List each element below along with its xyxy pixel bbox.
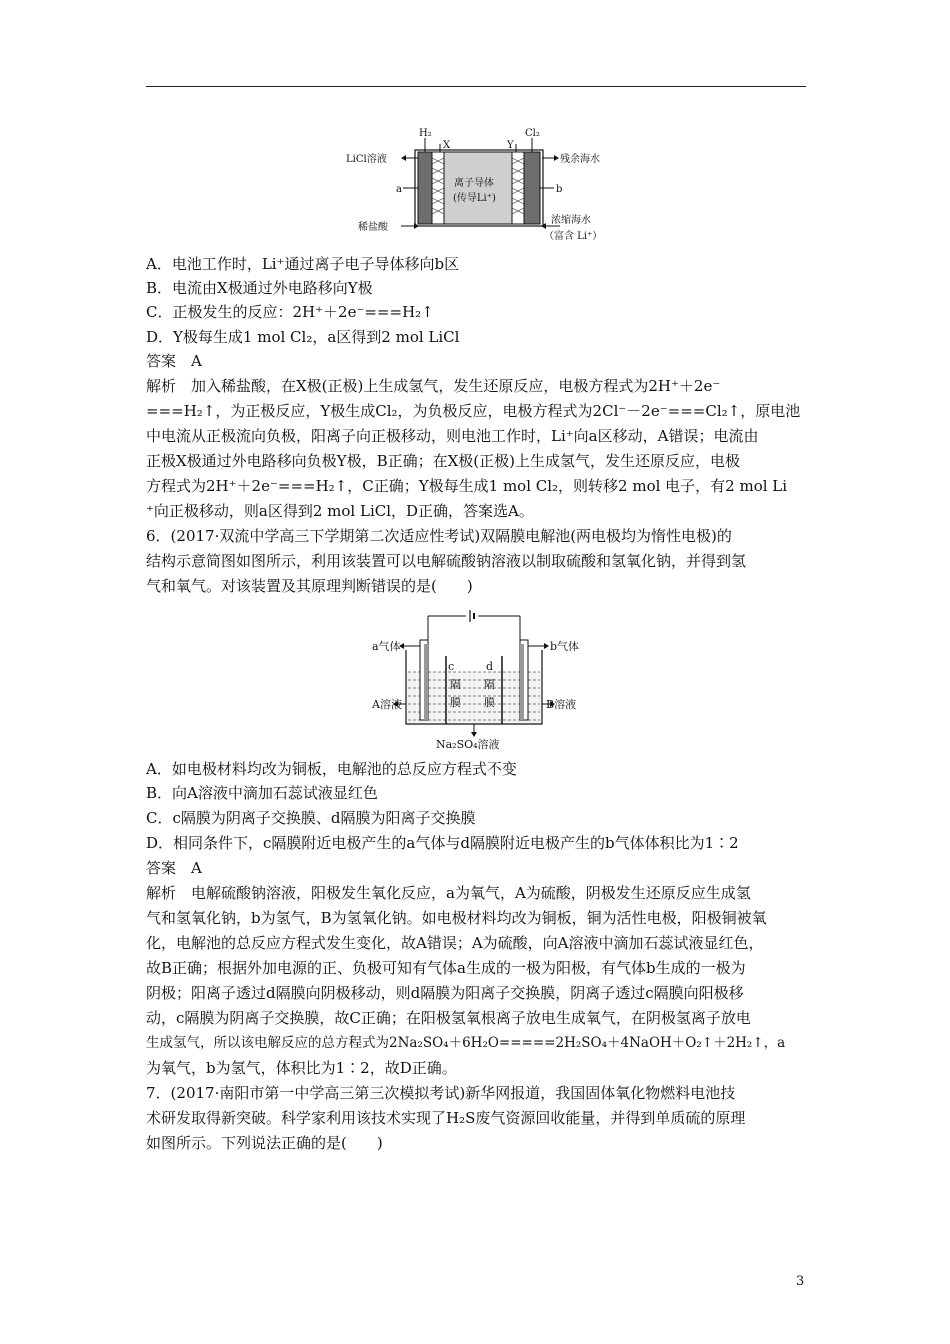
q6-explanation-3: 化，电解池的总反应方程式发生变化，故A错误；A为硫酸，向A溶液中滴加石蕊试液显红色， [146, 934, 764, 952]
fig2-mo-label-right: 膜 [484, 696, 495, 709]
q6-option-d: D．相同条件下，c隔膜附近电极产生的a气体与d隔膜附近电极产生的b气体体积比为1∶2 [146, 834, 739, 852]
fig1-conductor-label-2: (传导Li⁺) [453, 193, 496, 204]
q6-option-a: A．如电极材料均改为铜板，电解池的总反应方程式不变 [146, 760, 517, 778]
q6-stem-1: 6．(2017·双流中学高三下学期第二次适应性考试)双隔膜电解池(两电极均为惰性电极)的 [146, 527, 732, 545]
q6-stem-3: 气和氧气。对该装置及其原理判断错误的是( ) [146, 577, 473, 595]
fig2-bsol-label: B溶液 [546, 698, 577, 711]
q6-answer: 答案 A [146, 859, 202, 877]
fig1-x-label: X [443, 140, 451, 151]
fig2-d-label: d [486, 660, 494, 673]
q5-option-b: B．电流由X极通过外电路移向Y极 [146, 279, 373, 297]
page-number: 3 [796, 1274, 805, 1289]
q5-explanation-3: 中电流从正极流向负极，阳离子向正极移动，则电池工作时，Li⁺向a区移动，A错误；电流由 [146, 427, 759, 445]
q5-option-a: A．电池工作时，Li⁺通过离子电子导体移向b区 [146, 255, 460, 273]
q7-stem-2: 术研发取得新突破。科学家利用该技术实现了H₂S废气资源回收能量，并得到单质硫的原理 [146, 1109, 746, 1127]
fig2-asol-label: A溶液 [372, 698, 402, 711]
fig2-mo-label-left: 膜 [450, 696, 461, 709]
fig2-na2so4-label: Na₂SO₄溶液 [436, 738, 500, 751]
fig1-a-label: a [396, 184, 402, 195]
header-rule [146, 86, 806, 87]
fig1-conc-label-2: （富含 Li⁺） [544, 231, 603, 242]
fig1-b-label: b [556, 184, 563, 195]
q6-explanation-4: 故B正确；根据外加电源的正、负极可知有气体a生成的一极为阳极，有气体b生成的一极为 [146, 959, 746, 977]
q5-explanation-6: ⁺向正极移动，则a区得到2 mol LiCl，D正确，答案选A。 [146, 502, 534, 520]
fig1-cl2-label: Cl₂ [525, 128, 540, 139]
fig1-conc-label-1: 浓缩海水 [551, 215, 591, 226]
battery-diagram [346, 124, 603, 246]
fig2-bgas-label: b气体 [550, 640, 580, 653]
fig1-h2-label: H₂ [419, 128, 432, 139]
fig1-seawater-label: 残余海水 [560, 154, 600, 165]
fig2-ge-label-left: 隔 [450, 678, 461, 691]
q5-explanation-4: 正极X极通过外电路移向负极Y极，B正确；在X极(正极)上生成氢气，发生还原反应，电极 [146, 452, 740, 470]
q6-explanation-6: 动，c隔膜为阴离子交换膜，故C正确；在阳极氢氧根离子放电生成氧气，在阴极氢离子放电 [146, 1009, 751, 1027]
q5-option-c: C．正极发生的反应：2H⁺＋2e⁻===H₂↑ [146, 303, 434, 321]
q5-option-d: D．Y极每生成1 mol Cl₂，a区得到2 mol LiCl [146, 328, 460, 346]
q5-answer: 答案 A [146, 352, 202, 370]
fig2-agas-label: a气体 [372, 640, 401, 653]
q6-option-b: B．向A溶液中滴加石蕊试液显红色 [146, 784, 378, 802]
fig1-conductor-label-1: 离子导体 [454, 178, 494, 189]
q6-explanation-2: 气和氢氧化钠，b为氢气，B为氢氧化钠。如电极材料均改为铜板，铜为活性电极，阳极铜被氧 [146, 909, 767, 927]
q6-explanation-1: 解析 电解硫酸钠溶液，阳极发生氧化反应，a为氧气，A为硫酸，阴极发生还原反应生成氢 [146, 884, 751, 902]
q6-explanation-8: 为氧气，b为氢气，体积比为1∶2，故D正确。 [146, 1059, 457, 1077]
q6-stem-2: 结构示意简图如图所示，利用该装置可以电解硫酸钠溶液以制取硫酸和氢氧化钠，并得到氢 [146, 552, 747, 570]
q5-explanation-2: ===H₂↑，为正极反应，Y极生成Cl₂，为负极反应，电极方程式为2Cl⁻－2e⁻===Cl₂↑，原电池 [146, 402, 801, 420]
q5-explanation-5: 方程式为2H⁺＋2e⁻===H₂↑，C正确；Y极每生成1 mol Cl₂，则转移2 mol 电子，有2 mol Li [146, 477, 788, 495]
q6-explanation-5: 阴极；阳离子透过d隔膜向阴极移动，则d隔膜为阳离子交换膜，阴离子透过c隔膜向阳极移 [146, 984, 744, 1002]
fig1-y-label: Y [507, 140, 514, 151]
q7-stem-1: 7．(2017·南阳市第一中学高三第三次模拟考试)新华网报道，我国固体氧化物燃料电池技 [146, 1084, 736, 1102]
fig1-licl-label: LiCl溶液 [346, 154, 387, 165]
fig2-c-label: c [448, 660, 455, 673]
q7-stem-3: 如图所示。下列说法正确的是( ) [146, 1134, 383, 1152]
fig1-hcl-label: 稀盐酸 [358, 222, 388, 233]
electrolysis-diagram [374, 606, 584, 752]
q6-explanation-7: 生成氢气，所以该电解反应的总方程式为2Na₂SO₄＋6H₂O=====2H₂SO₄＋4NaOH＋O₂↑＋2H₂↑，a [146, 1035, 786, 1051]
q5-explanation-1: 解析 加入稀盐酸，在X极(正极)上生成氢气，发生还原反应，电极方程式为2H⁺＋2e⁻ [146, 377, 721, 395]
q6-option-c: C．c隔膜为阴离子交换膜、d隔膜为阳离子交换膜 [146, 809, 476, 827]
fig2-ge-label-right: 隔 [484, 678, 495, 691]
